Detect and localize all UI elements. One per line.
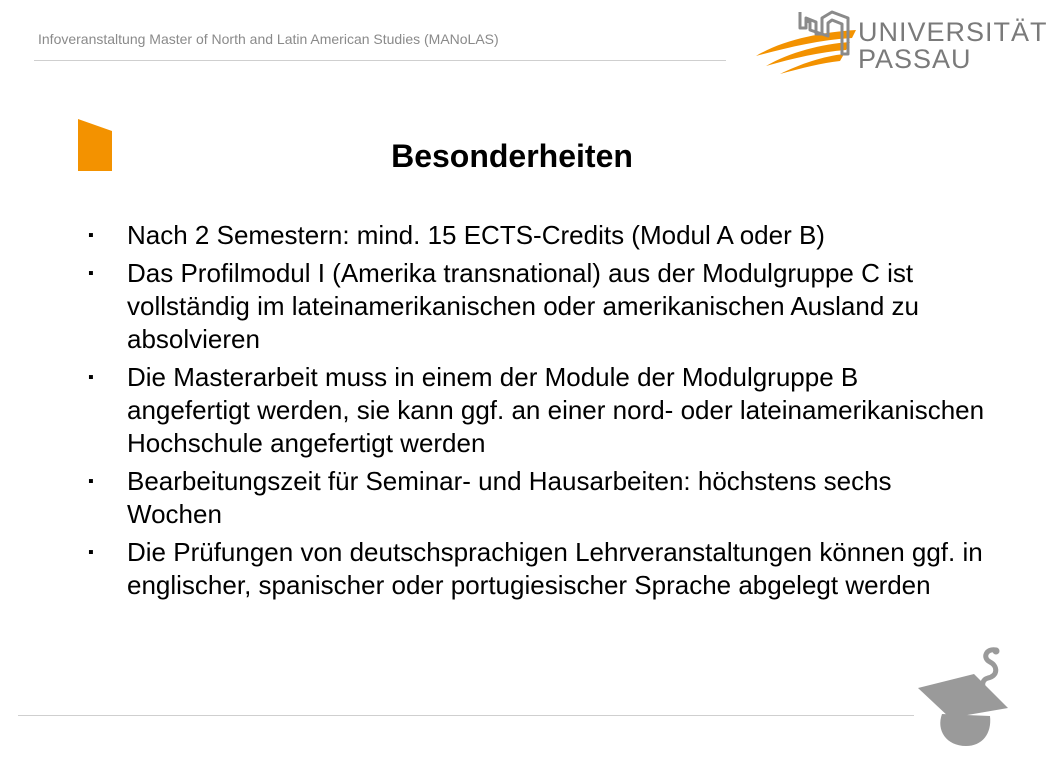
logo-line-passau: PASSAU: [858, 44, 972, 74]
list-item: [86, 257, 986, 356]
bullet-square-icon: ▪: [88, 369, 94, 386]
bullet-square-icon: ▪: [88, 544, 94, 561]
list-item: [86, 536, 986, 602]
list-item: [86, 361, 986, 460]
footer-divider: [18, 715, 914, 716]
bullet-list: [86, 219, 986, 607]
bullet-square-icon: ▪: [88, 473, 94, 490]
bullet-text: Nach 2 Semestern: mind. 15 ECTS-Credits (Modul A oder B): [127, 220, 825, 250]
graduation-cap-mascot-icon: [912, 644, 1012, 752]
bullet-text: Die Masterarbeit muss in einem der Module der Modulgruppe B angefertigt werden, sie kann ggf. an einer nord- oder lateinamerikanischen Hochschule angefertigt werden: [127, 362, 985, 458]
bullet-square-icon: ▪: [88, 265, 94, 282]
logo-line-universitaet: UNIVERSITÄT: [858, 17, 1048, 47]
bullet-square-icon: ▪: [88, 227, 94, 244]
slide-title: Besonderheiten: [391, 138, 633, 174]
header-divider: [34, 60, 726, 61]
bullet-text: Bearbeitungszeit für Seminar- und Hausarbeiten: höchstens sechs Wochen: [127, 466, 892, 529]
list-item: [86, 219, 986, 252]
header-title: Infoveranstaltung Master of North and Latin American Studies (MANoLAS): [38, 31, 499, 47]
list-item: [86, 465, 986, 531]
bullet-text: Die Prüfungen von deutschsprachigen Lehrveranstaltungen können ggf. in englischer, spanischer oder portugiesischer Sprache abgelegt werden: [127, 537, 983, 600]
bullet-text: Das Profilmodul I (Amerika transnational) aus der Modulgruppe C ist vollständig im lateinamerikanischen oder amerikanischen Ausland zu absolvieren: [127, 258, 919, 354]
